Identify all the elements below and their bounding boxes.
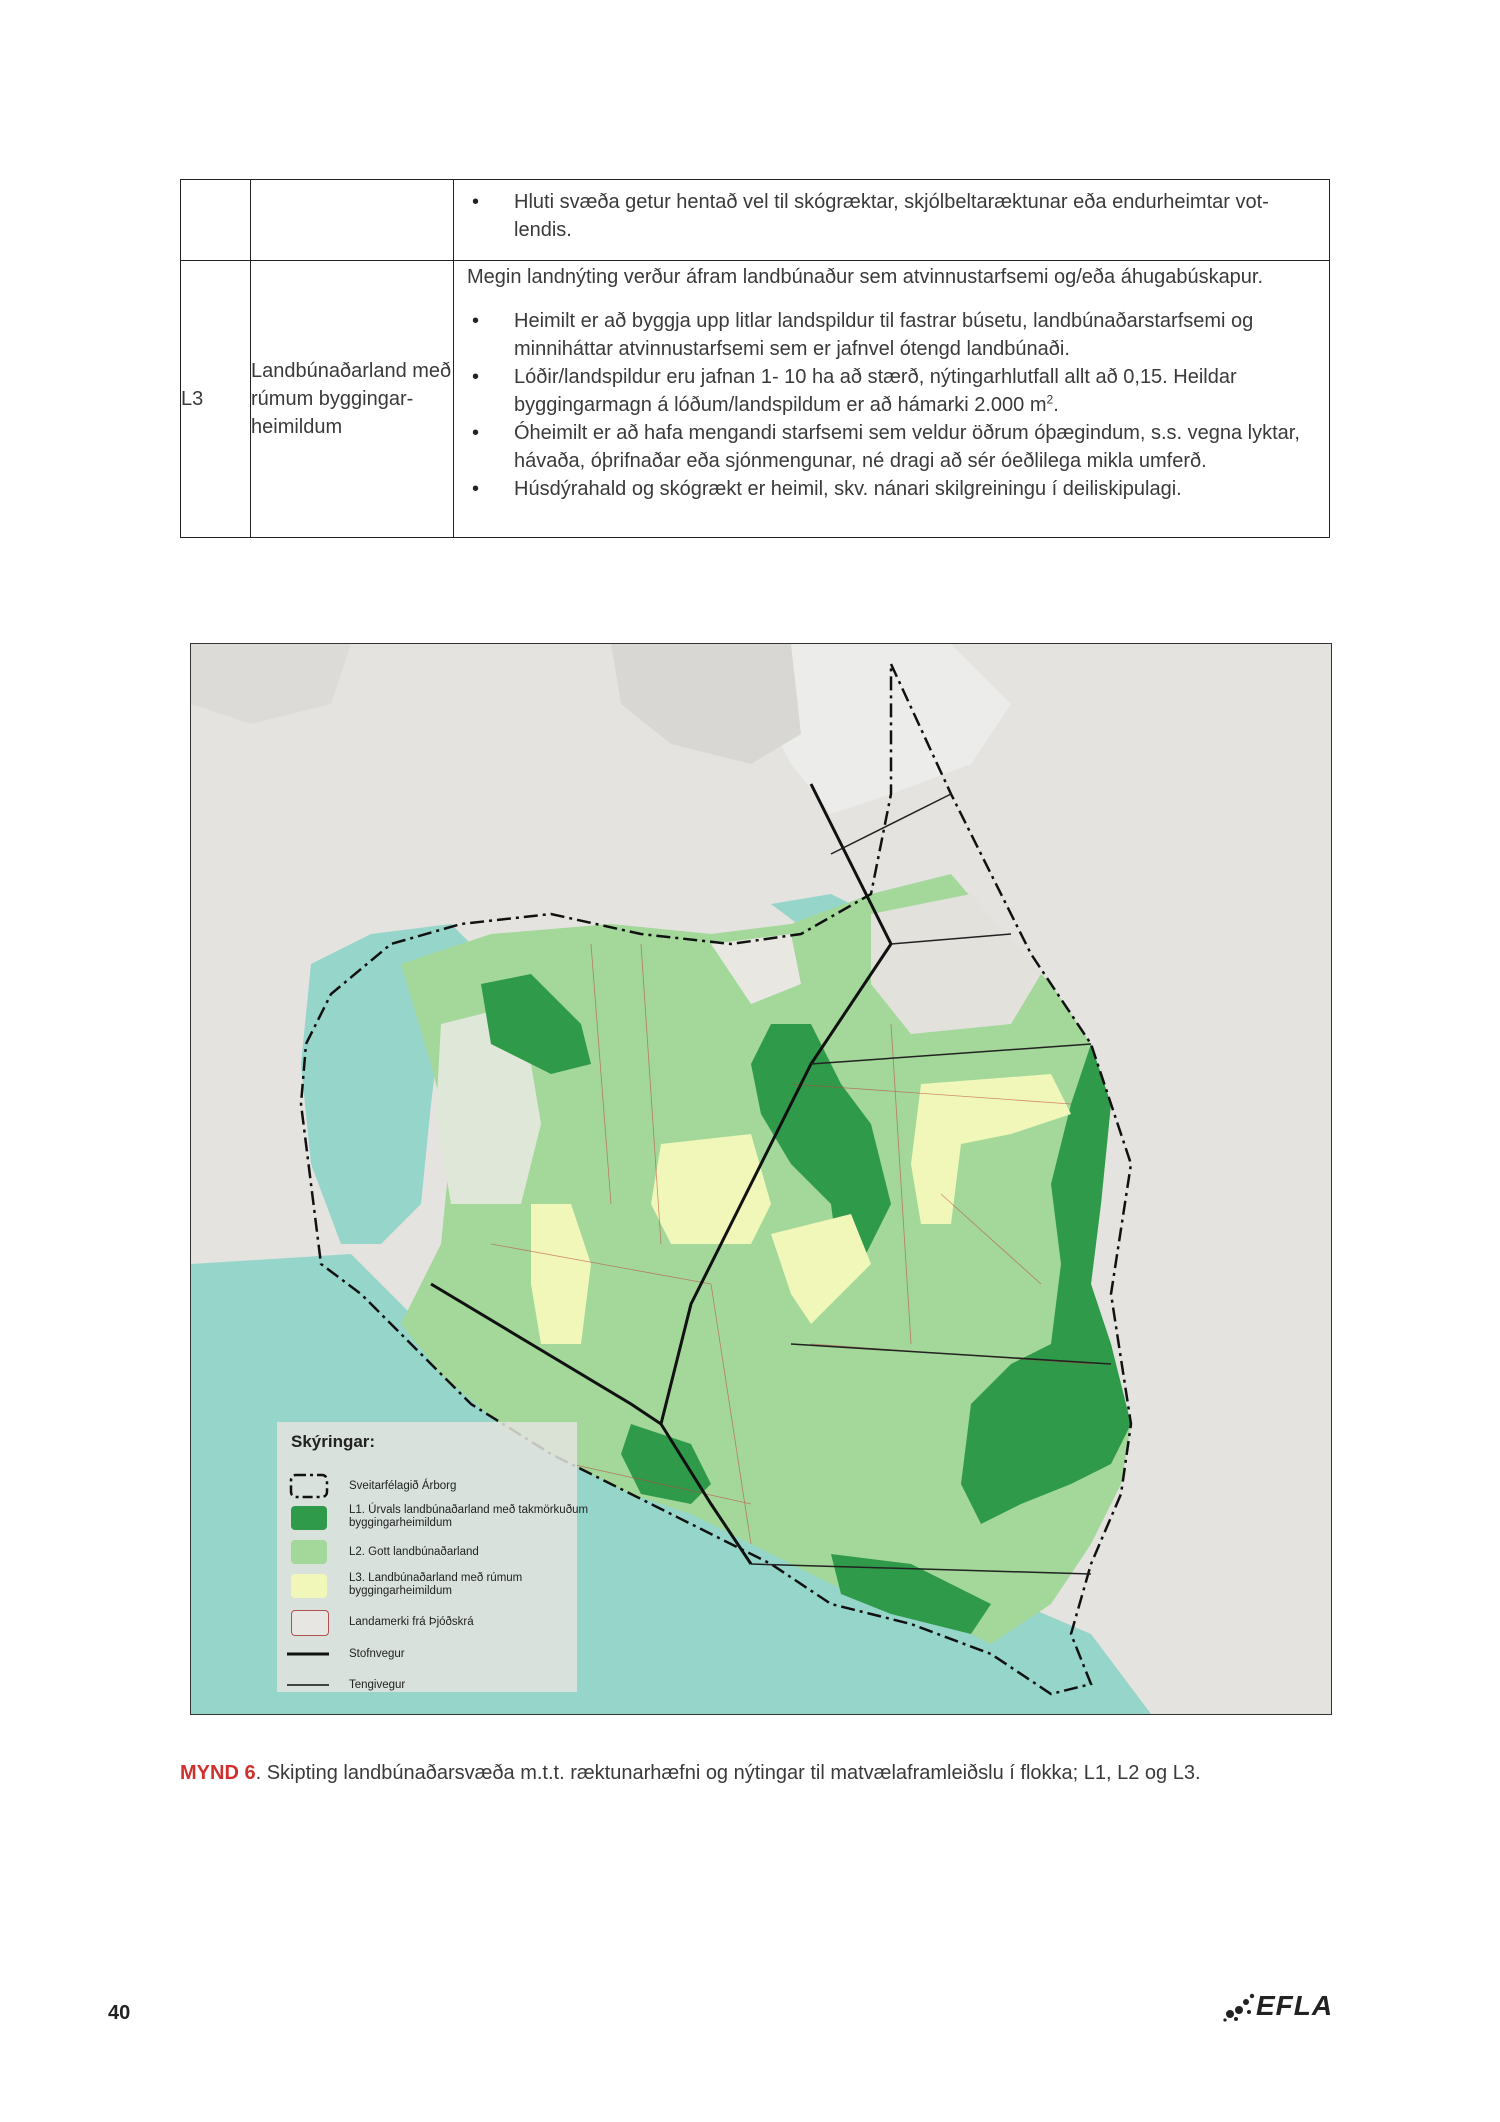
agricultural-land-map: Skýringar: Sveitarfélagið Árborg L1. Úrvals landbúnaðarland með takmörkuðum byggingarheimildum L2. Gott landbúnaðarland L3. Landbúnaðarland með rúmum byggingarheimildum Landamerki frá Þjóðskrá Stofnvegur Tengivegur [190,643,1332,1715]
bullet-list [467,307,1319,503]
figure-label: MYND 6 [180,1762,256,1784]
code-cell: L3 [181,261,251,538]
name-cell [251,180,454,261]
list-item: • Óheimilt er að hafa mengandi starfsemi sem veldur öðrum óþægindum, s.s. vegna lyktar, hávaða, óþrifnaðar eða sjónmengunar, né dragi að sér óeðlilega mikla umferð. [467,419,1319,475]
land-category-table [180,179,1330,538]
figure-caption [180,1762,1201,1785]
intro-text: Megin landnýting verður áfram landbúnaður sem atvinnustarfsemi og/eða áhugabúskapur. [467,266,1264,288]
logo-dots-icon [1222,1990,1256,2024]
page-number: 40 [108,2002,131,2024]
efla-logo [1222,1990,1332,2024]
table-row [181,180,1330,261]
logo-wordmark: EFLA [1256,1990,1334,2021]
bullet-list [467,188,1319,244]
caption-text: . Skipting landbúnaðarsvæða m.t.t. ræktunarhæfni og nýtingar til matvælaframleiðslu í flokka; L1, L2 og L3. [255,1762,1201,1784]
superscript: 2 [1046,392,1054,407]
name-cell: Landbúnaðarland með rúmum byggingar-heimildum [251,261,454,538]
list-item: • Heimilt er að byggja upp litlar landspildur til fastrar búsetu, landbúnaðarstarfsemi og minniháttar atvinnustarfsemi sem er jafnvel ótengd landbúnaði. [467,307,1319,363]
list-item: • Húsdýrahald og skógrækt er heimil, skv. nánari skilgreiningu í deiliskipulagi. [467,475,1319,503]
list-item: • Lóðir/landspildur eru jafnan 1- 10 ha að stærð, nýtingarhlutfall allt að 0,15. Heildar byggingarmagn á lóðum/landspildum er að hámarki 2.000 $m^2$. [467,363,1319,419]
code-cell [181,180,251,261]
table-row [181,261,1330,538]
l3-zone [651,1134,771,1244]
legend-title: Skýringar: [291,1432,376,1451]
list-item: • Hluti svæða getur hentað vel til skógræktar, skjólbeltaræktunar eða endurheimtar vot-lendis. [467,188,1319,244]
